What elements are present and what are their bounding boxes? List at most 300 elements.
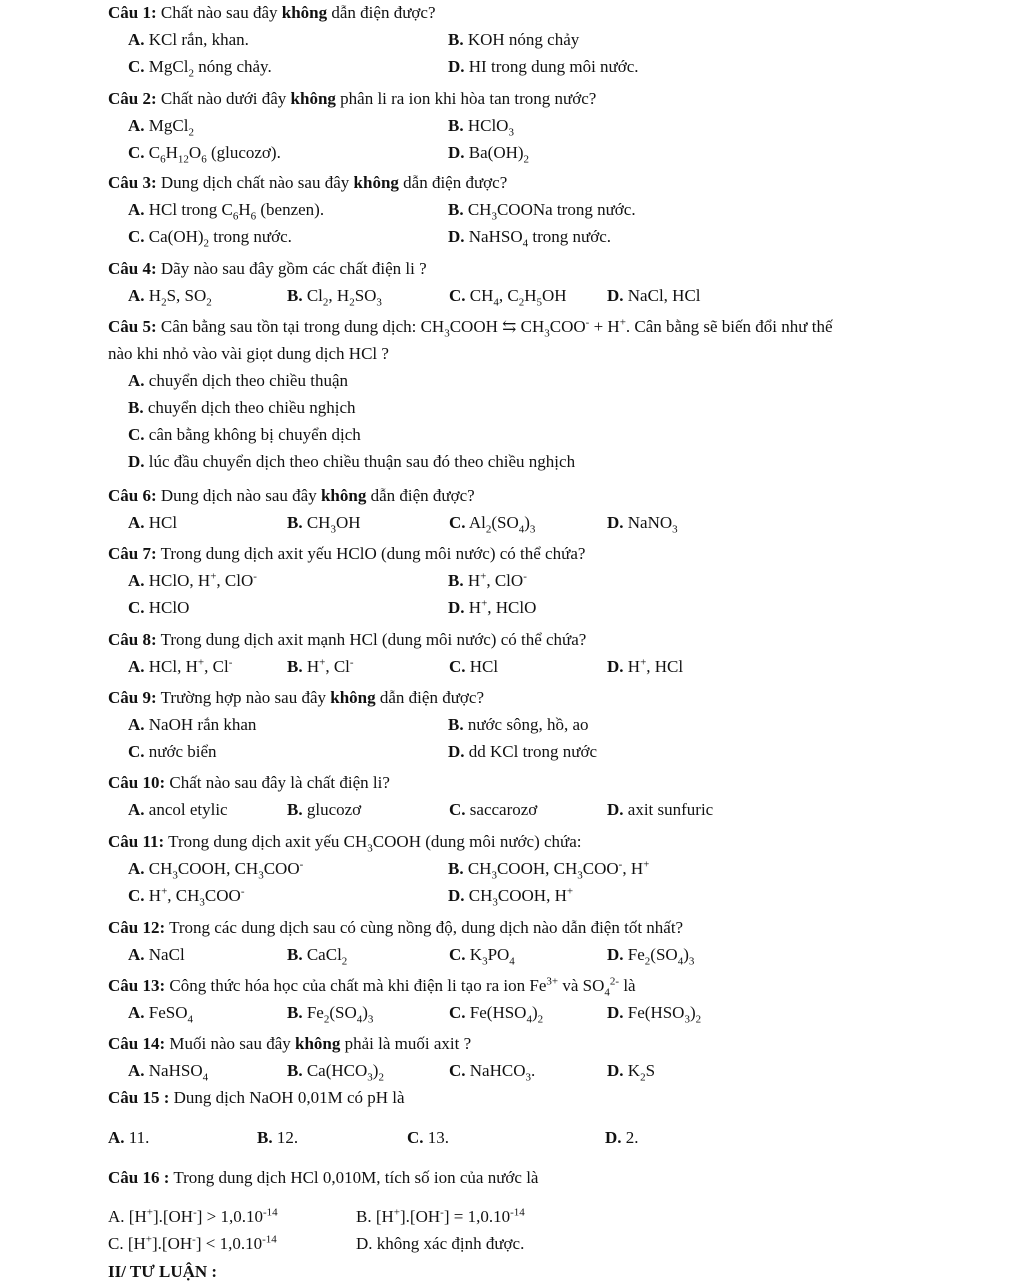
option-letter: D.: [448, 57, 465, 76]
text-run: trong nước.: [209, 227, 292, 246]
text-run: Trường hợp nào sau đây: [160, 688, 331, 707]
option-a: [128, 571, 257, 591]
option-letter: A.: [108, 1207, 125, 1226]
option-letter: A.: [128, 945, 145, 964]
option-letter: C.: [128, 425, 145, 444]
question-number: Câu 15 :: [108, 1088, 170, 1107]
option-letter: D.: [607, 1061, 624, 1080]
option-b: [448, 30, 579, 50]
text-run: 3: [492, 896, 498, 909]
text-run: +: [197, 656, 205, 669]
text-run: NaHSO: [148, 1061, 203, 1080]
text-run: (benzen).: [256, 200, 325, 219]
option-a: [128, 116, 194, 139]
text-run: dẫn điện được?: [375, 688, 484, 707]
option-letter: B.: [448, 116, 464, 135]
text-run: K: [627, 1061, 641, 1080]
text-run: ].[OH: [152, 1207, 194, 1226]
text-run: 2: [323, 1013, 330, 1026]
option-a: [128, 657, 232, 677]
text-run: 6: [232, 210, 239, 223]
option-letter: D.: [448, 742, 465, 761]
option-a: [128, 800, 228, 820]
option-a: [128, 1061, 209, 1084]
question-13: [108, 975, 636, 999]
text-run: COO: [582, 859, 619, 878]
text-run: nước sông, hồ, ao: [467, 715, 589, 734]
text-run: CH: [468, 886, 493, 905]
text-run: ancol etylic: [148, 800, 228, 819]
text-run: , Cl: [204, 657, 229, 676]
text-run: COO: [204, 886, 241, 905]
text-run: Trong dung dịch axit mạnh HCl (dung môi nước) có thể chứa?: [160, 630, 587, 649]
text-run: Dung dịch NaOH 0,01M có pH là: [169, 1088, 405, 1107]
text-run: 3: [491, 869, 497, 882]
text-run: S, SO: [166, 286, 207, 305]
option-c: [407, 1128, 449, 1148]
option-letter: C.: [128, 598, 145, 617]
text-run: -: [523, 570, 527, 583]
text-run: 3: [258, 869, 264, 882]
option-d: [607, 657, 683, 677]
text-run: +: [566, 885, 574, 898]
question-15: [108, 1088, 405, 1108]
text-run: [H: [371, 1207, 394, 1226]
option-letter: B.: [287, 1003, 303, 1022]
option-b: [287, 286, 382, 309]
text-run: dẫn điện được?: [366, 486, 475, 505]
option-letter: B.: [287, 945, 303, 964]
option-letter: A.: [128, 116, 145, 135]
text-run: 2: [203, 237, 210, 250]
option-b: [287, 513, 361, 536]
text-run: 4: [518, 523, 525, 536]
option-c: [128, 598, 189, 618]
text-run: H: [165, 143, 178, 162]
text-run: 3: [525, 1071, 531, 1084]
option-c: [449, 800, 537, 820]
option-a: [128, 1003, 194, 1026]
text-run: HCl, H: [148, 657, 198, 676]
text-run: 2: [640, 1071, 646, 1084]
question-number: Câu 10:: [108, 773, 166, 792]
text-run: +: [145, 1233, 153, 1246]
text-run: H: [238, 200, 251, 219]
question-number: Câu 16 :: [108, 1168, 170, 1187]
text-run: Trong dung dịch axit yếu CH: [168, 832, 368, 851]
option-letter: A.: [128, 800, 145, 819]
text-run: 3: [544, 327, 550, 340]
option-letter: B.: [356, 1207, 372, 1226]
question-5-cont: [108, 344, 389, 364]
option-letter: C.: [449, 1061, 466, 1080]
text-run: Fe(HSO: [469, 1003, 527, 1022]
question-number: Câu 14:: [108, 1034, 166, 1053]
option-a: [108, 1128, 149, 1148]
text-run: [H: [123, 1234, 146, 1253]
text-run: CH: [148, 859, 173, 878]
option-letter: A.: [128, 1003, 145, 1022]
option-letter: A.: [128, 513, 145, 532]
option-letter: C.: [449, 513, 466, 532]
option-letter: A.: [128, 657, 145, 676]
text-run: H: [148, 886, 162, 905]
option-letter: B.: [448, 859, 464, 878]
option-letter: D.: [607, 513, 624, 532]
text-run: 12.: [276, 1128, 299, 1147]
option-letter: C.: [128, 143, 145, 162]
text-run: +: [319, 656, 326, 669]
option-letter: C.: [449, 945, 466, 964]
text-run: .: [531, 1061, 536, 1080]
text-run: 4: [202, 1071, 209, 1084]
option-letter: C.: [128, 57, 145, 76]
text-run: 3: [577, 869, 583, 882]
option-c: [449, 1061, 536, 1084]
text-run: , HClO: [487, 598, 537, 617]
text-run: 2: [485, 523, 492, 536]
text-run: Dãy nào sau đây gồm các chất điện li ?: [160, 259, 427, 278]
text-run: Fe: [306, 1003, 324, 1022]
text-run: -14: [263, 1206, 278, 1219]
option-d: [448, 598, 536, 618]
text-run: dẫn điện được?: [398, 173, 508, 192]
text-run: -: [440, 1206, 444, 1219]
text-run: 2: [161, 296, 167, 309]
text-run: nóng chảy.: [193, 57, 272, 76]
option-b: [287, 657, 354, 677]
question-3: [108, 173, 507, 193]
option-b: [448, 571, 527, 591]
option-b: [356, 1207, 525, 1227]
text-run: NaHCO: [469, 1061, 526, 1080]
question-7: [108, 544, 585, 564]
option-letter: D.: [607, 800, 624, 819]
text-run: Ba(OH): [468, 143, 524, 162]
text-run: COOH ⇆ CH: [449, 317, 545, 336]
text-run: +: [619, 316, 626, 329]
option-b: [257, 1128, 298, 1148]
text-run: Dung dịch chất nào sau đây: [160, 173, 354, 192]
option-d: [607, 800, 713, 820]
text-run: Chất nào sau đây là chất điện li?: [169, 773, 390, 792]
text-run: không xác định được.: [372, 1234, 525, 1253]
text-run: Fe: [627, 945, 645, 964]
text-run: NaNO: [627, 513, 673, 532]
text-run: NaHSO: [468, 227, 523, 246]
text-run: không: [330, 688, 376, 707]
text-run: COOH (dung môi nước) chứa:: [372, 832, 582, 851]
text-run: 12: [177, 153, 189, 166]
text-run: 3: [444, 327, 450, 340]
text-run: Fe(HSO: [627, 1003, 685, 1022]
text-run: COO: [549, 317, 586, 336]
question-12: [108, 918, 683, 938]
question-number: Câu 8:: [108, 630, 157, 649]
option-d: [356, 1234, 524, 1254]
question-9: [108, 688, 484, 708]
text-run: MgCl: [148, 116, 189, 135]
question-number: Câu 7:: [108, 544, 157, 563]
question-6: [108, 486, 475, 506]
option-a: [108, 1207, 278, 1227]
question-10: [108, 773, 390, 793]
text-run: , CH: [167, 886, 200, 905]
text-run: COOH, H: [497, 886, 567, 905]
option-d: [448, 227, 612, 250]
option-c: [128, 57, 272, 80]
text-run: 2: [644, 955, 651, 968]
text-run: là: [619, 976, 636, 995]
option-letter: B.: [448, 200, 464, 219]
text-run: không: [353, 173, 399, 192]
text-run: COONa trong nước.: [496, 200, 636, 219]
text-run: SO: [354, 286, 377, 305]
text-run: 3: [367, 1013, 374, 1026]
text-run: HClO, H: [148, 571, 211, 590]
text-run: H: [148, 286, 162, 305]
question-number: Câu 5:: [108, 317, 157, 336]
option-letter: C.: [449, 1003, 466, 1022]
option-d: [607, 945, 695, 968]
text-run: 6: [160, 153, 166, 166]
option-letter: B.: [287, 286, 303, 305]
text-run: ): [531, 1003, 538, 1022]
text-run: và SO: [558, 976, 605, 995]
question-number: Câu 3:: [108, 173, 157, 192]
option-letter: D.: [607, 1003, 624, 1022]
option-c: [128, 143, 281, 166]
text-run: NaCl, HCl: [627, 286, 701, 305]
option-letter: D.: [607, 945, 624, 964]
option-d: [607, 1061, 656, 1084]
text-run: Ca(HCO: [306, 1061, 368, 1080]
text-run: 4: [522, 237, 529, 250]
question-2: [108, 89, 596, 109]
text-run: ] < 1,0.10: [195, 1234, 263, 1253]
option-b: [448, 116, 514, 139]
option-c: [128, 885, 245, 909]
option-letter: B.: [287, 513, 303, 532]
text-run: trong nước.: [528, 227, 612, 246]
option-a: [128, 30, 249, 50]
text-run: không: [290, 89, 336, 108]
text-run: ].[OH: [152, 1234, 193, 1253]
text-run: 6: [250, 210, 257, 223]
text-run: -: [585, 316, 590, 329]
text-run: 4: [526, 1013, 532, 1026]
option-letter: A.: [128, 571, 145, 590]
text-run: 5: [536, 296, 543, 309]
option-letter: A.: [128, 30, 145, 49]
text-run: Al: [468, 513, 486, 532]
text-run: MgCl: [148, 57, 189, 76]
option-letter: D.: [448, 143, 465, 162]
text-run: 3: [367, 1071, 373, 1084]
text-run: HClO: [148, 598, 190, 617]
text-run: 3: [672, 523, 678, 536]
text-run: Cân bằng sau tồn tại trong dung dịch: CH: [160, 317, 445, 336]
text-run: 2: [206, 296, 212, 309]
text-run: không: [295, 1034, 341, 1053]
text-run: 3: [199, 896, 205, 909]
option-c: [128, 742, 217, 762]
option-b: [448, 715, 589, 735]
option-a: [128, 858, 304, 882]
option-letter: B.: [128, 398, 144, 417]
text-run: -: [253, 570, 257, 583]
section-title: II/ TƯ LUẬN :: [108, 1262, 218, 1281]
text-run: dd KCl trong nước: [468, 742, 598, 761]
text-run: 3: [172, 869, 178, 882]
text-run: OH: [542, 286, 567, 305]
question-number: Câu 2:: [108, 89, 157, 108]
text-run: 3+: [546, 975, 559, 988]
text-run: 4: [677, 955, 684, 968]
option-b: [287, 945, 348, 968]
option-letter: D.: [605, 1128, 622, 1147]
option-letter: A.: [128, 1061, 145, 1080]
option-b: [287, 1003, 374, 1026]
text-run: CH: [467, 859, 492, 878]
text-run: Trong các dung dịch sau có cùng nồng độ, dung dịch nào dẫn điện tốt nhất?: [169, 918, 684, 937]
text-run: Chất nào dưới đây: [160, 89, 291, 108]
option-letter: A.: [128, 286, 145, 305]
text-run: 2: [349, 296, 355, 309]
text-run: 3: [508, 126, 514, 139]
text-run: 4: [356, 1013, 363, 1026]
question-number: Câu 4:: [108, 259, 157, 278]
text-run: 2: [378, 1071, 384, 1084]
text-run: 2: [341, 955, 348, 968]
text-run: dẫn điện được?: [327, 3, 436, 22]
text-run: nào khi nhỏ vào vài giọt dung dịch HCl ?: [108, 344, 389, 363]
text-run: , ClO: [216, 571, 254, 590]
text-run: (glucozơ).: [206, 143, 281, 162]
option-c: [108, 1234, 277, 1254]
option-a: [128, 945, 185, 965]
option-letter: B.: [287, 1061, 303, 1080]
option-letter: B.: [448, 30, 464, 49]
text-run: H: [306, 657, 320, 676]
text-run: ): [362, 1003, 368, 1022]
question-number: Câu 6:: [108, 486, 157, 505]
text-run: O: [188, 143, 202, 162]
text-run: HClO: [467, 116, 509, 135]
text-run: Công thức hóa học của chất mà khi điện li tạo ra ion Fe: [169, 976, 547, 995]
text-run: 2: [518, 296, 525, 309]
text-run: 11.: [128, 1128, 150, 1147]
text-run: -: [618, 858, 623, 871]
text-run: 2: [695, 1013, 702, 1026]
option-b: [448, 200, 636, 223]
question-4: [108, 259, 427, 279]
option-letter: A.: [128, 715, 145, 734]
option-c: [449, 1003, 544, 1026]
option-c: [128, 227, 292, 250]
text-run: -: [240, 885, 245, 898]
text-run: HI trong dung môi nước.: [468, 57, 639, 76]
question-5: [108, 316, 833, 340]
text-run: (SO: [329, 1003, 357, 1022]
text-run: 2: [322, 296, 329, 309]
option-letter: D.: [448, 886, 465, 905]
text-run: K: [469, 945, 483, 964]
question-14: [108, 1034, 471, 1054]
text-run: lúc đầu chuyển dịch theo chiều thuận sau đó theo chiều nghịch: [148, 452, 576, 471]
text-run: + H: [589, 317, 620, 336]
text-run: HCl trong C: [148, 200, 233, 219]
text-run: 2: [188, 67, 194, 80]
text-run: Dung dịch nào sau đây: [160, 486, 321, 505]
option-b: [287, 800, 361, 820]
text-run: CaCl: [306, 945, 342, 964]
text-run: (SO: [491, 513, 519, 532]
text-run: 3: [376, 296, 382, 309]
text-run: +: [480, 570, 487, 583]
option-d: [448, 143, 530, 166]
option-letter: B.: [287, 800, 303, 819]
text-run: -: [299, 858, 304, 871]
text-run: 4: [509, 955, 515, 968]
option-d: [448, 885, 574, 909]
option-letter: A.: [128, 200, 145, 219]
text-run: HCl: [469, 657, 499, 676]
option-d: [448, 742, 597, 762]
text-run: H: [627, 657, 641, 676]
text-run: ] > 1,0.10: [196, 1207, 264, 1226]
text-run: (SO: [650, 945, 678, 964]
text-run: phân li ra ion khi hòa tan trong nước?: [335, 89, 597, 108]
text-run: OH: [335, 513, 361, 532]
text-run: ): [683, 945, 689, 964]
option-letter: A.: [128, 371, 145, 390]
option-letter: C.: [108, 1234, 124, 1253]
question-number: Câu 9:: [108, 688, 157, 707]
text-run: Cl: [306, 286, 323, 305]
text-run: 3: [330, 523, 336, 536]
text-run: -14: [510, 1206, 525, 1219]
text-run: , H: [328, 286, 350, 305]
text-run: 2-: [609, 975, 620, 988]
question-8: [108, 630, 586, 650]
text-run: C: [148, 143, 161, 162]
text-run: 2: [537, 1013, 544, 1026]
text-run: CH: [306, 513, 331, 532]
option-letter: C.: [407, 1128, 424, 1147]
option-c: [128, 425, 361, 445]
text-run: 3: [367, 842, 373, 855]
text-run: 4: [604, 986, 610, 999]
text-run: +: [146, 1206, 153, 1219]
option-letter: D.: [448, 227, 465, 246]
text-run: 3: [491, 210, 497, 223]
text-run: Chất nào sau đây: [160, 3, 282, 22]
option-letter: A.: [128, 859, 145, 878]
option-letter: C.: [128, 227, 145, 246]
option-letter: B.: [448, 571, 464, 590]
text-run: glucozơ: [306, 800, 362, 819]
text-run: ): [689, 1003, 696, 1022]
option-c: [449, 657, 498, 677]
text-run: , ClO: [486, 571, 524, 590]
text-run: không: [320, 486, 367, 505]
text-run: FeSO: [148, 1003, 188, 1022]
option-letter: C.: [128, 886, 145, 905]
option-letter: D.: [448, 598, 465, 617]
text-run: 3: [482, 955, 488, 968]
text-run: Ca(OH): [148, 227, 204, 246]
